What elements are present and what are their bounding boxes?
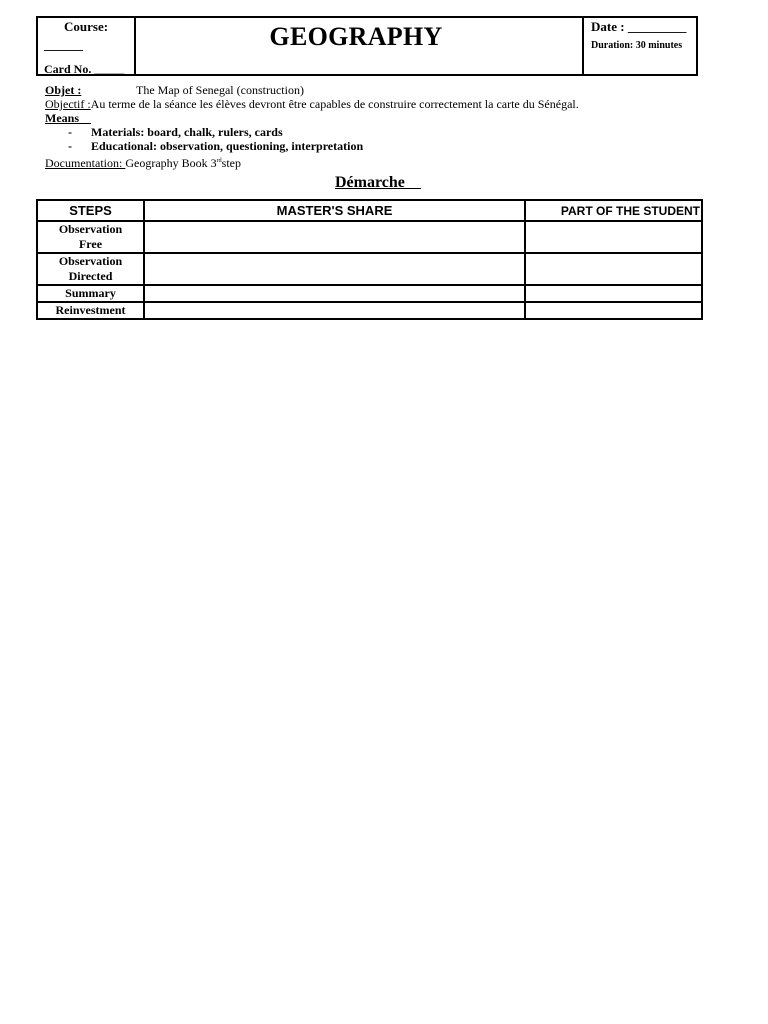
means-label: Means — [45, 111, 79, 125]
student-part-cell[interactable] — [525, 285, 702, 302]
table-row — [37, 302, 702, 319]
masters-share-cell[interactable] — [144, 253, 525, 285]
course-label: Course: — [64, 19, 109, 34]
masters-share-cell[interactable] — [144, 221, 525, 253]
demarche-heading — [335, 174, 421, 192]
date-label: Date : _________ — [591, 19, 687, 34]
demarche-heading-text: Démarche — [335, 174, 405, 191]
bullet-dash: - — [68, 125, 72, 139]
student-part-cell[interactable] — [525, 221, 702, 253]
objectif-row — [45, 97, 579, 111]
step-name: Observation — [58, 254, 123, 268]
course-blank-line: ______ — [44, 37, 83, 52]
table-row — [37, 221, 702, 253]
table-row — [37, 285, 702, 302]
objet-label: Objet : — [45, 83, 82, 97]
step-name: Summary — [65, 286, 116, 300]
student-part-cell[interactable] — [525, 253, 702, 285]
step-name: Observation — [58, 222, 123, 236]
step-subname: Free — [78, 237, 103, 251]
objet-row — [45, 83, 81, 97]
documentation-superscript: rd — [216, 158, 222, 164]
means-row — [45, 111, 91, 125]
page-title: GEOGRAPHY — [269, 22, 443, 51]
title-cell — [136, 18, 584, 74]
step-cell — [37, 302, 144, 319]
masters-share-cell[interactable] — [144, 285, 525, 302]
steps-table — [36, 199, 703, 320]
objet-value: The Map of Senegal (construction) — [136, 83, 304, 97]
bullet-text: Educational: observation, questioning, interpretation — [91, 139, 364, 153]
means-bullet-materials — [68, 125, 283, 139]
step-cell — [37, 285, 144, 302]
step-subname: Directed — [68, 269, 113, 283]
column-header-masters-share: MASTER'S SHARE — [144, 200, 525, 221]
step-cell — [37, 221, 144, 253]
column-header-steps: STEPS — [37, 200, 144, 221]
bullet-text: Materials: board, chalk, rulers, cards — [91, 125, 283, 139]
duration-label: Duration: 30 minutes — [591, 40, 683, 51]
objectif-value: Au terme de la séance les élèves devront être capables de construire correctement la carte du Sénégal. — [90, 97, 579, 111]
student-part-cell[interactable] — [525, 302, 702, 319]
documentation-suffix: step — [221, 156, 241, 170]
step-name: Reinvestment — [55, 303, 126, 317]
bullet-dash: - — [68, 139, 72, 153]
documentation-label: Documentation: — [45, 156, 126, 170]
table-row — [37, 253, 702, 285]
masters-share-cell[interactable] — [144, 302, 525, 319]
column-header-student-part: PART OF THE STUDENT — [525, 200, 702, 221]
lesson-header-box — [36, 16, 698, 76]
step-cell — [37, 253, 144, 285]
objectif-label: Objectif : — [45, 97, 91, 111]
table-header-row — [37, 200, 702, 221]
card-number-label: Card No. _____ — [44, 62, 125, 76]
documentation-value: Geography Book 3 — [125, 156, 217, 170]
documentation-row — [45, 154, 241, 170]
means-bullet-educational — [68, 139, 363, 153]
